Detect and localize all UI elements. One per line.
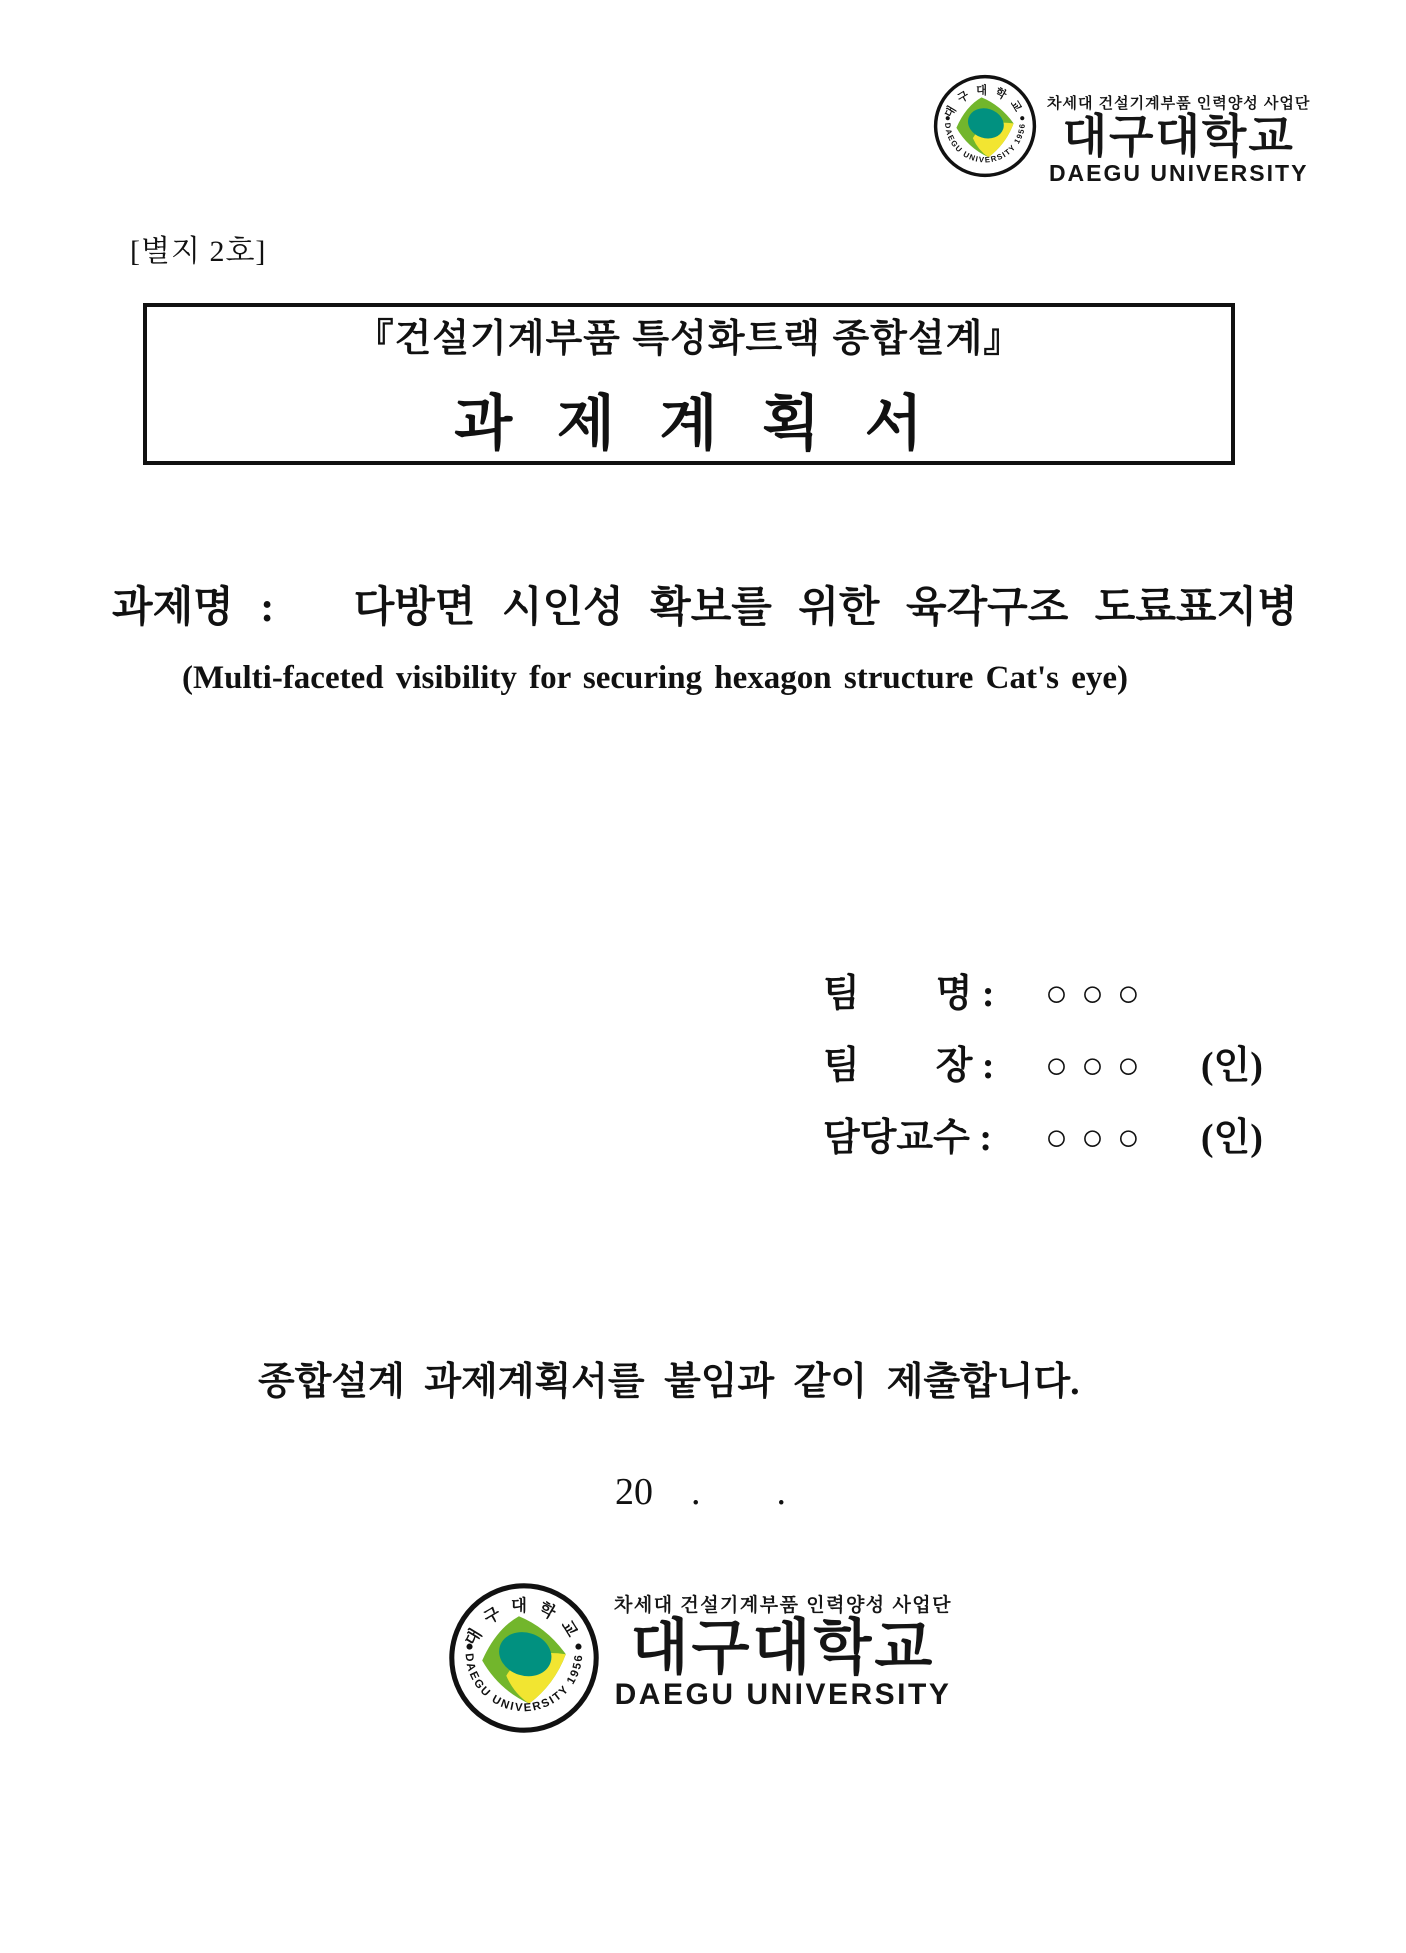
- university-name-english: DAEGU UNIVERSITY: [614, 1678, 952, 1712]
- program-title: 『건설기계부품 특성화트랙 종합설계』: [355, 317, 1023, 360]
- title-box: [143, 303, 1235, 465]
- university-name-korean: 대구대학교: [1062, 110, 1295, 162]
- project-name-english: (Multi-faceted visibility for securing hexagon structure Cat's eye): [182, 660, 1129, 696]
- team-info: [823, 962, 1263, 1178]
- professor-label: 담당교수 :: [823, 1117, 992, 1159]
- team-leader-label: 팀 장 :: [823, 1045, 995, 1087]
- date-line: 20 . .: [615, 1471, 786, 1513]
- attachment-label: [별지 2호]: [130, 235, 267, 268]
- university-wordmark: [614, 1590, 952, 1712]
- professor-value: ○○○: [1045, 1117, 1153, 1159]
- university-name-english: DAEGU UNIVERSITY: [1048, 159, 1309, 186]
- team-row-leader: [823, 1034, 1263, 1087]
- program-name-small: 차세대 건설기계부품 인력양성 사업단: [1047, 95, 1311, 112]
- team-row-professor: [823, 1106, 1263, 1159]
- university-name-korean: 대구대학교: [630, 1614, 936, 1681]
- professor-seal-mark: (인): [1200, 1117, 1263, 1159]
- team-row-name: [823, 962, 1263, 1015]
- team-leader-seal-mark: (인): [1200, 1045, 1263, 1087]
- team-name-value: ○○○: [1045, 973, 1153, 1015]
- submission-statement: 종합설계 과제계획서를 붙임과 같이 제출합니다.: [258, 1361, 1080, 1403]
- team-name-label: 팀 명 :: [823, 973, 995, 1015]
- university-logo-top: [933, 74, 1310, 187]
- university-wordmark: [1047, 92, 1310, 187]
- team-leader-value: ○○○: [1045, 1045, 1153, 1087]
- university-logo-bottom: [448, 1582, 952, 1734]
- university-seal-icon: [933, 74, 1037, 178]
- document-title: 과 제 계 획 서: [454, 389, 924, 457]
- program-name-small: 차세대 건설기계부품 인력양성 사업단: [614, 1595, 953, 1616]
- university-seal-icon: [448, 1582, 600, 1734]
- project-name-line: 과제명 : 다방면 시인성 확보를 위한 육각구조 도료표지병: [112, 585, 1298, 631]
